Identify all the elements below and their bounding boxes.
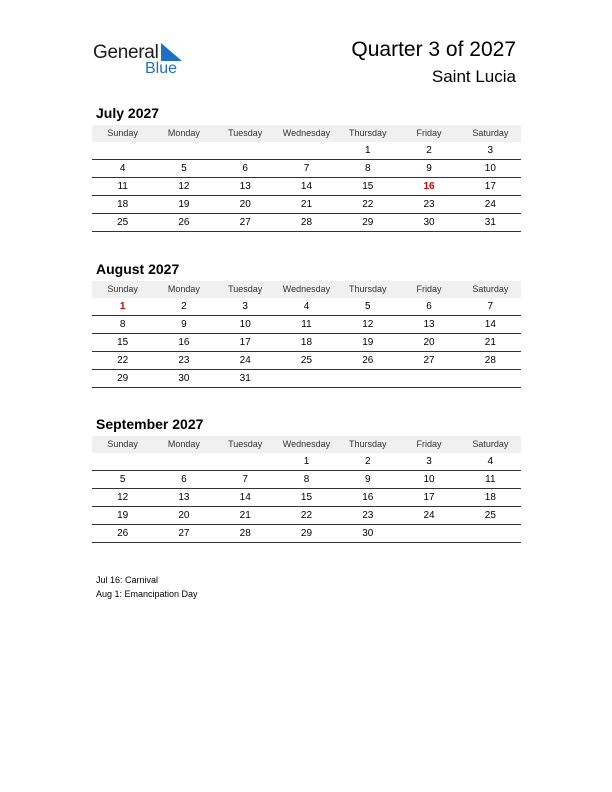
weekday-label: Saturday xyxy=(472,439,509,449)
day-cell: 10 xyxy=(484,163,496,174)
day-cell: 12 xyxy=(362,319,374,330)
day-cell: 22 xyxy=(362,199,374,210)
day-cell: 10 xyxy=(239,319,251,330)
empty-day-cell xyxy=(276,370,337,387)
week-row xyxy=(92,142,521,160)
holiday-notes xyxy=(96,573,198,601)
day-cell: 8 xyxy=(303,474,310,485)
day-cell: 19 xyxy=(178,199,190,210)
day-cell: 13 xyxy=(178,492,190,503)
day-cell: 11 xyxy=(117,181,128,192)
empty-day-cell xyxy=(92,142,153,159)
day-cell: 27 xyxy=(423,355,435,366)
day-cell: 23 xyxy=(178,355,190,366)
weekday-label: Wednesday xyxy=(282,284,331,294)
day-cell: 15 xyxy=(117,337,129,348)
day-cell: 16 xyxy=(178,337,190,348)
day-cell: 7 xyxy=(242,474,248,485)
weekday-label: Thursday xyxy=(349,439,387,449)
day-cell: 8 xyxy=(364,163,371,174)
logo-triangle-icon xyxy=(161,43,182,61)
day-cell: 23 xyxy=(423,199,435,210)
week-row xyxy=(92,507,521,525)
day-cell: 3 xyxy=(242,301,248,312)
empty-day-cell xyxy=(398,370,459,387)
empty-day-cell xyxy=(92,453,153,470)
weekday-header-row xyxy=(92,281,521,298)
weekday-header-row xyxy=(92,125,521,142)
holiday-day-cell: 1 xyxy=(119,301,126,312)
day-cell: 29 xyxy=(300,528,313,539)
month-title: July 2027 xyxy=(96,105,160,121)
day-cell: 14 xyxy=(484,319,496,330)
week-row xyxy=(92,453,521,471)
week-row xyxy=(92,178,521,196)
weekday-label: Sunday xyxy=(107,128,138,138)
country-name: Saint Lucia xyxy=(431,67,516,86)
day-cell: 24 xyxy=(484,199,496,210)
day-cell: 30 xyxy=(362,528,374,539)
day-cell: 25 xyxy=(484,510,496,521)
day-cell: 17 xyxy=(484,181,496,192)
day-cell: 5 xyxy=(364,301,371,312)
day-cell: 2 xyxy=(181,301,187,312)
day-cell: 2 xyxy=(426,145,432,156)
empty-day-cell xyxy=(460,525,521,542)
day-cell: 11 xyxy=(485,474,496,485)
day-cell: 15 xyxy=(300,492,313,503)
week-row xyxy=(92,316,521,334)
day-cell: 9 xyxy=(181,319,187,330)
weekday-label: Wednesday xyxy=(282,439,331,449)
holiday-note: Aug 1: Emancipation Day xyxy=(96,589,198,599)
day-cell: 12 xyxy=(117,492,129,503)
day-cell: 25 xyxy=(300,355,313,366)
quarter-title: Quarter 3 of 2027 xyxy=(351,38,516,61)
day-cell: 20 xyxy=(423,337,435,348)
day-cell: 29 xyxy=(117,373,129,384)
day-cell: 26 xyxy=(362,355,374,366)
weekday-label: Monday xyxy=(167,128,200,138)
day-cell: 30 xyxy=(423,217,435,228)
weekday-label: Saturday xyxy=(472,128,509,138)
weekday-label: Thursday xyxy=(349,284,387,294)
day-cell: 4 xyxy=(487,456,494,467)
holiday-day-cell: 16 xyxy=(423,181,435,192)
week-row xyxy=(92,334,521,352)
day-cell: 24 xyxy=(239,355,251,366)
weekday-label: Monday xyxy=(167,284,200,294)
logo-text-general: General xyxy=(93,42,159,63)
empty-day-cell xyxy=(153,453,214,470)
week-row xyxy=(92,298,521,316)
month-august xyxy=(92,259,521,388)
day-cell: 13 xyxy=(423,319,435,330)
empty-day-cell xyxy=(398,525,459,542)
week-row xyxy=(92,489,521,507)
day-cell: 31 xyxy=(239,373,251,384)
day-cell: 1 xyxy=(364,145,371,156)
weekday-label: Thursday xyxy=(349,128,387,138)
day-cell: 21 xyxy=(300,199,313,210)
weekday-label: Friday xyxy=(416,439,442,449)
day-cell: 1 xyxy=(303,456,310,467)
weekday-label: Friday xyxy=(416,284,442,294)
day-cell: 5 xyxy=(119,474,126,485)
day-cell: 22 xyxy=(117,355,129,366)
day-cell: 6 xyxy=(426,301,432,312)
day-cell: 9 xyxy=(364,474,371,485)
day-cell: 17 xyxy=(423,492,435,503)
day-cell: 20 xyxy=(239,199,251,210)
day-cell: 13 xyxy=(239,181,251,192)
day-cell: 6 xyxy=(242,163,248,174)
empty-day-cell xyxy=(153,142,214,159)
day-cell: 25 xyxy=(117,217,129,228)
day-cell: 9 xyxy=(426,163,432,174)
empty-day-cell xyxy=(460,370,521,387)
week-row xyxy=(92,370,521,388)
day-cell: 4 xyxy=(119,163,126,174)
day-cell: 10 xyxy=(423,474,435,485)
weekday-label: Friday xyxy=(416,128,442,138)
day-cell: 23 xyxy=(362,510,374,521)
week-row xyxy=(92,352,521,370)
day-cell: 28 xyxy=(484,355,496,366)
logo-text-blue: Blue xyxy=(145,60,178,77)
weekday-label: Tuesday xyxy=(228,284,263,294)
month-september xyxy=(92,414,521,543)
empty-day-cell xyxy=(215,142,276,159)
day-cell: 4 xyxy=(303,301,310,312)
day-cell: 2 xyxy=(364,456,371,467)
week-row xyxy=(92,525,521,543)
day-cell: 7 xyxy=(303,163,310,174)
day-cell: 15 xyxy=(362,181,374,192)
day-cell: 21 xyxy=(239,510,251,521)
day-cell: 6 xyxy=(181,474,187,485)
month-title: August 2027 xyxy=(96,261,180,277)
weekday-label: Saturday xyxy=(472,284,509,294)
day-cell: 17 xyxy=(239,337,251,348)
day-cell: 24 xyxy=(423,510,435,521)
day-cell: 19 xyxy=(117,510,129,521)
day-cell: 12 xyxy=(178,181,190,192)
empty-day-cell xyxy=(337,370,398,387)
day-cell: 21 xyxy=(484,337,496,348)
weekday-label: Sunday xyxy=(107,284,138,294)
empty-day-cell xyxy=(215,453,276,470)
weekday-label: Tuesday xyxy=(228,439,263,449)
day-cell: 7 xyxy=(487,301,494,312)
day-cell: 18 xyxy=(484,492,496,503)
day-cell: 18 xyxy=(300,337,313,348)
day-cell: 3 xyxy=(487,145,494,156)
day-cell: 8 xyxy=(119,319,126,330)
day-cell: 20 xyxy=(178,510,190,521)
holiday-note: Jul 16: Carnival xyxy=(96,575,159,585)
week-row xyxy=(92,471,521,489)
day-cell: 31 xyxy=(484,217,496,228)
day-cell: 22 xyxy=(300,510,313,521)
weekday-label: Sunday xyxy=(107,439,138,449)
week-row xyxy=(92,160,521,178)
day-cell: 26 xyxy=(178,217,190,228)
day-cell: 18 xyxy=(117,199,129,210)
week-row xyxy=(92,214,521,232)
day-cell: 27 xyxy=(239,217,251,228)
day-cell: 14 xyxy=(239,492,251,503)
day-cell: 30 xyxy=(178,373,190,384)
day-cell: 3 xyxy=(426,456,432,467)
day-cell: 16 xyxy=(362,492,374,503)
weekday-label: Wednesday xyxy=(282,128,331,138)
day-cell: 27 xyxy=(178,528,190,539)
week-row xyxy=(92,196,521,214)
day-cell: 28 xyxy=(300,217,313,228)
empty-day-cell xyxy=(276,142,337,159)
day-cell: 29 xyxy=(362,217,374,228)
day-cell: 28 xyxy=(239,528,251,539)
month-july xyxy=(92,103,521,232)
day-cell: 11 xyxy=(301,319,312,330)
day-cell: 5 xyxy=(181,163,187,174)
weekday-header-row xyxy=(92,436,521,453)
day-cell: 26 xyxy=(117,528,129,539)
generalblue-logo xyxy=(93,40,193,80)
month-title: September 2027 xyxy=(96,416,204,432)
weekday-label: Tuesday xyxy=(228,128,263,138)
weekday-label: Monday xyxy=(167,439,200,449)
day-cell: 19 xyxy=(362,337,374,348)
day-cell: 14 xyxy=(300,181,313,192)
